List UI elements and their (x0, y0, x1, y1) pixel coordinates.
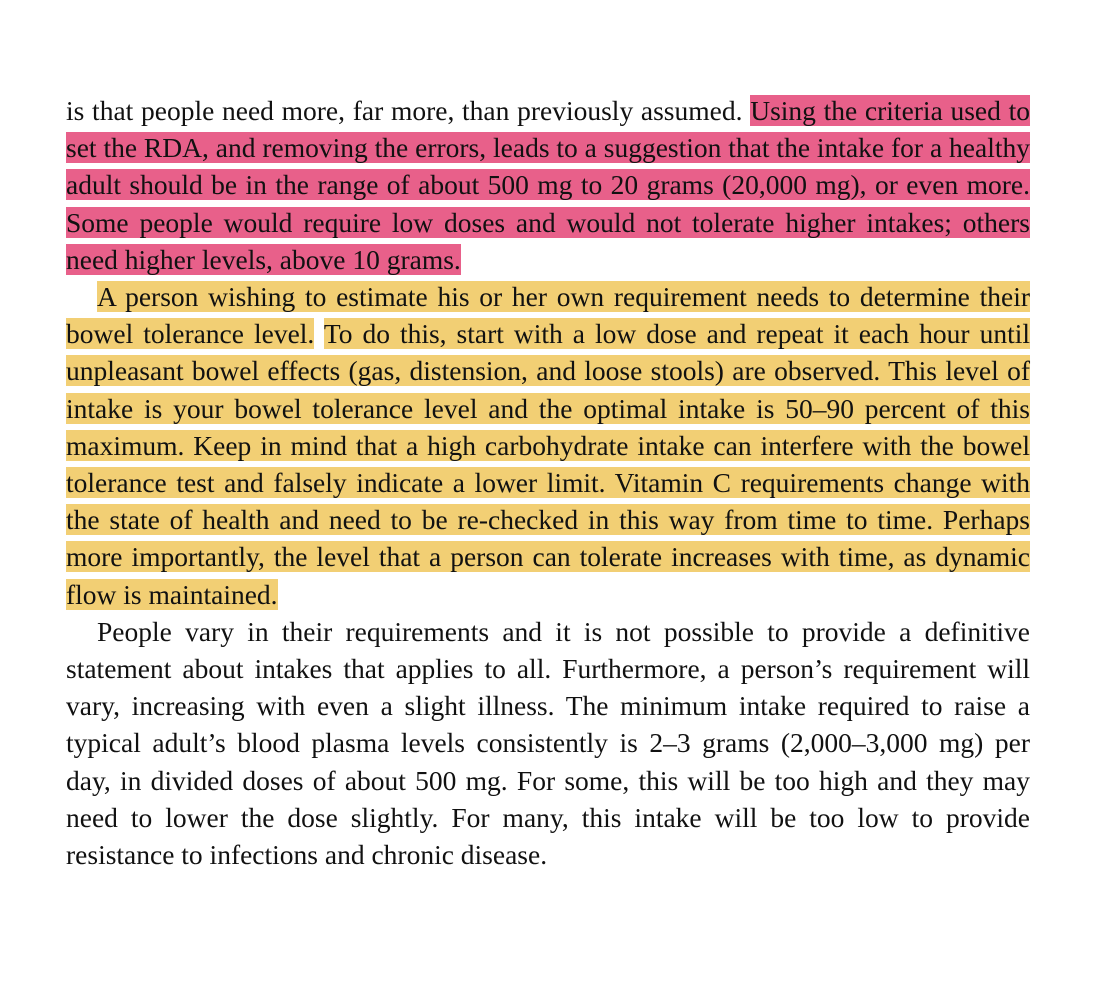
document-page (66, 92, 1030, 873)
text-segment: People vary in their requirements and it is not possible to provide a definitive statement about intakes that applies to all. Furthermore, a person’s requirement will vary, increasing with even a slight illness. The minimum intake required to raise a typical adult’s blood plasma levels consistently is 2–3 grams (2,000–3,000 mg) per day, in divided doses of about 500 mg. For some, this will be too high and they may need to lower the dose slightly. For many, this intake will be too low to provide resistance to infections and chronic disease. (66, 615, 1030, 871)
paragraph-2 (66, 278, 1030, 613)
yellow-highlight: A person wishing to estimate his or her own requirement needs to determine their bowel tolerance level. (66, 281, 1030, 350)
paragraph-3 (66, 613, 1030, 873)
text-segment (314, 318, 324, 349)
yellow-highlight: To do this, start with a low dose and repeat it each hour until unpleasant bowel effects (gas, distension, and loose stools) are observed. This level of intake is your bowel tolerance level and the optimal intake is 50–90 percent of this maximum. Keep in mind that a high carbohydrate intake can interfere with the bowel tolerance test and falsely indicate a lower limit. Vitamin C requirements change with the state of health and need to be re-checked in this way from time to time. Perhaps more importantly, the level that a person can tolerate increases with time, as dynamic flow is maintained. (66, 318, 1030, 610)
pink-highlight: Using the criteria used to set the RDA, and removing the errors, leads to a suggestion that the intake for a healthy adult should be in the range of about 500 mg to 20 grams (20,000 mg), or even more. Some people would require low doses and would not tolerate higher intakes; others need higher levels, above 10 grams. (66, 95, 1030, 275)
paragraph-1 (66, 92, 1030, 278)
text-segment: is that people need more, far more, than previously assumed. (66, 95, 751, 126)
